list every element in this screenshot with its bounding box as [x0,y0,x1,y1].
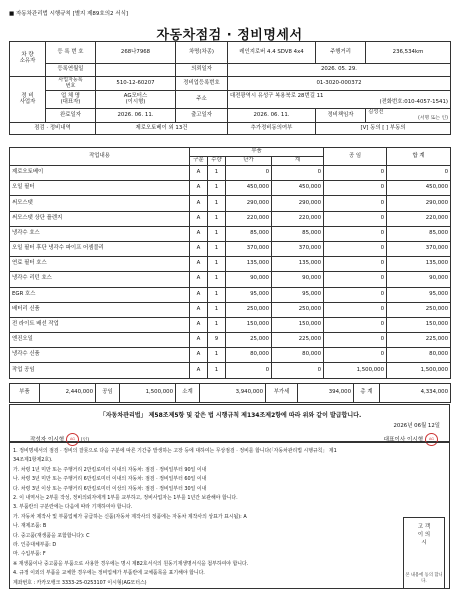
item-amount: 95,000 [272,287,324,302]
item-amount: 450,000 [272,181,324,196]
item-name: 냉각수 호스 [10,226,190,241]
item-qty: 1 [208,166,226,181]
item-kind: A [190,196,208,211]
item-kind: A [190,363,208,378]
reg-no-label: 등 록 번 호 [46,42,96,64]
item-amount: 0 [272,166,324,181]
address-label: 주소 [176,91,228,109]
writer-stamp-note: (인) [80,438,90,443]
item-total: 450,000 [387,181,451,196]
item-qty: 1 [208,257,226,272]
item-qty: 1 [208,181,226,196]
item-name: 냉각수 리턴 호스 [10,272,190,287]
col-price: 단가 [226,157,272,166]
item-price: 90,000 [226,272,272,287]
item-kind: A [190,241,208,256]
subtotal-label: 소계 [176,384,200,403]
note-line: 다. 차령 3년 이상 또는 주행거리 6만킬로미터 이상의 자동차: 점검 · 정비일부터 30일 이내 [13,485,207,492]
phone: (전화번호:010-4057-1541) [379,98,448,105]
item-price: 135,000 [226,257,272,272]
item-labor: 0 [324,241,387,256]
item-kind: A [190,272,208,287]
item-amount: 0 [272,363,324,378]
manager-label: 정비책임자 [316,109,366,123]
reg-no: 268나7968 [96,42,176,64]
consent-note: 본 내용에 동의 합니다. [405,573,443,584]
item-total: 370,000 [387,241,451,256]
customer-consent-box [403,517,445,589]
table-row [10,363,451,378]
table-row [10,166,451,181]
item-labor: 0 [324,302,387,317]
note-line: 가. 차령 1년 미만 또는 주행거리 2만킬로미터 이내의 자동차: 점검 · 정비일부터 90일 이내 [13,466,207,473]
col-qty: 수량 [208,157,226,166]
item-amount: 225,000 [272,333,324,348]
parts-total: 2,440,000 [40,384,96,403]
item-kind: A [190,287,208,302]
note-line: 라. 인증대체부품: D [13,542,57,548]
note-line: 가. 자동차 제작사 및 부품업체가 공급하는 신품(자동차 제작사의 정품에는 자동차 제작사의 상표가 표시됨): A [13,513,247,520]
item-price: 250,000 [226,302,272,317]
manager: 김성진 [368,108,384,115]
repair-no: 01-3020-000372 [228,77,451,91]
document-title: 자동차점검 · 정비명세서 [156,28,303,43]
note-line: 나. 차령 3년 미만 또는 주행거리 6만킬로미터 이내의 자동차: 점검 · 정비일부터 60일 이내 [13,476,207,483]
col-work: 작업내용 [10,148,190,166]
table-row [10,181,451,196]
item-labor: 0 [324,166,387,181]
table-row [10,226,451,241]
item-qty: 1 [208,302,226,317]
grand-total: 4,334,000 [380,384,451,403]
reg-year [96,64,176,77]
item-price: 0 [226,166,272,181]
address-cell [228,91,451,109]
table-row [10,302,451,317]
manager-cell [366,109,451,123]
item-total: 150,000 [387,317,451,332]
item-total: 220,000 [387,211,451,226]
item-price: 370,000 [226,241,272,256]
item-total: 90,000 [387,272,451,287]
item-name: 써모스탯 상단 플렌지 [10,211,190,226]
labor-total-label: 공임 [96,384,120,403]
item-labor: 0 [324,272,387,287]
col-labor: 공 임 [324,148,387,166]
item-kind: A [190,333,208,348]
item-total: 0 [387,166,451,181]
grand-total-label: 총 계 [354,384,380,403]
item-name: 작업 공임 [10,363,190,378]
request-date: 2026. 05. 29. [228,64,451,77]
item-labor: 0 [324,333,387,348]
item-price: 450,000 [226,181,272,196]
item-price: 80,000 [226,348,272,363]
totals-table [9,383,451,403]
item-price: 290,000 [226,196,272,211]
form-reference: ■ 자동차관리법 시행규칙 [별지 제89호의2 서식] [9,11,129,17]
table-row [10,241,451,256]
model-label: 차명(차종) [176,42,228,64]
item-amount: 80,000 [272,348,324,363]
request-date-label: 의뢰일자 [176,64,228,77]
item-name: 배터리 신품 [10,302,190,317]
item-total: 95,000 [387,287,451,302]
company-label: 업 체 명 (대표자) [46,91,96,109]
item-labor: 0 [324,196,387,211]
item-amount: 85,000 [272,226,324,241]
item-qty: 1 [208,211,226,226]
item-name: 써모스탯 [10,196,190,211]
item-price: 220,000 [226,211,272,226]
table-row [10,348,451,363]
note-line: 나. 재제조품: B [13,523,47,530]
item-kind: A [190,166,208,181]
seal-stamp-icon: AG [425,433,438,446]
item-labor: 0 [324,317,387,332]
parts-total-label: 부품 [10,384,40,403]
item-name: 오일 필터 [10,181,190,196]
table-row [10,196,451,211]
item-price: 150,000 [226,317,272,332]
item-qty: 1 [208,348,226,363]
mileage: 236,534km [366,42,451,64]
release-date-label: 출고일자 [176,109,228,123]
biz-no-label: 사업자등록 번호 [46,77,96,91]
item-total: 80,000 [387,348,451,363]
item-labor: 0 [324,181,387,196]
biz-no: 510-12-60207 [96,77,176,91]
release-date: 2026. 06. 11. [228,109,316,123]
item-name: 연료 필터 호스 [10,257,190,272]
note-line: 마. 수입부품: F [13,551,46,558]
table-row [10,257,451,272]
item-name: 제로오토베이 [10,166,190,181]
item-qty: 1 [208,317,226,332]
item-price: 95,000 [226,287,272,302]
item-total: 1,500,000 [387,363,451,378]
col-parts: 부품 [190,148,324,157]
note-line: 다. 중고품(재생품을 포함합니다): C [13,532,90,539]
note-line: 34조제1항제2호). [13,457,53,464]
note-line: 계좌번호 : 카카오뱅크 3333-25-0253107 이시형(AG모터스) [13,579,147,586]
item-total: 250,000 [387,302,451,317]
consent-label: 고 객 이 의 시 [417,524,431,546]
labor-total: 1,500,000 [120,384,176,403]
note-line: 2. 이 내역서는 2부를 작성, 정비의뢰자에게 1부를 교부하고, 정비사업자는 1부를 1년간 보관해야 합니다. [13,495,238,501]
complete-date: 2026. 06. 11. [96,109,176,123]
company: AG모터스 (이시형) [96,91,176,109]
table-row [10,272,451,287]
inspection-label: 점검 · 정비내역 [10,123,96,135]
col-kind: 구분 [190,157,208,166]
item-qty: 9 [208,333,226,348]
writer: 작성자 이시형 [30,437,65,443]
table-row [10,287,451,302]
item-name: 엔진오일 [10,333,190,348]
item-price: 85,000 [226,226,272,241]
item-qty: 1 [208,196,226,211]
item-kind: A [190,181,208,196]
item-qty: 1 [208,272,226,287]
item-price: 25,000 [226,333,272,348]
shop-section-label: 정 비 사업자 [10,77,46,123]
item-name: 전 라이트 배선 작업 [10,317,190,332]
item-qty: 1 [208,363,226,378]
complete-date-label: 완료일자 [46,109,96,123]
table-row [10,317,451,332]
item-amount: 370,000 [272,241,324,256]
col-amount: 계 [272,157,324,166]
item-kind: A [190,226,208,241]
item-name: EGR 호스 [10,287,190,302]
mileage-label: 주행거리 [316,42,366,64]
info-table [9,41,451,135]
note-line: 4. 규정 이외의 부품을 교체한 경우에는 정비업체가 부품란에 교체품목을 표기해야 합니다. [13,570,205,577]
item-qty: 1 [208,241,226,256]
item-amount: 250,000 [272,302,324,317]
item-total: 290,000 [387,196,451,211]
vehicle-section-label: 차 량 소유자 [10,42,46,77]
item-amount: 150,000 [272,317,324,332]
vat: 394,000 [298,384,354,403]
notes-box [9,442,450,589]
item-amount: 220,000 [272,211,324,226]
item-qty: 1 [208,287,226,302]
items-table [9,147,451,379]
item-labor: 0 [324,211,387,226]
extra-consent-value: [V] 동의 [ ] 부동의 [316,123,451,135]
table-row [10,333,451,348]
issue-date: 2026년 06월 12일 [393,423,440,429]
address: 대전광역시 유성구 복용북로 28번길 11 [230,92,324,99]
item-kind: A [190,257,208,272]
item-amount: 135,000 [272,257,324,272]
item-kind: A [190,348,208,363]
item-labor: 0 [324,348,387,363]
item-name: 오일 필터 후단 냉각수 파이프 어셈블리 [10,241,190,256]
note-line: ※ 재생품이나 중고품을 부품으로 사용한 경우에는 명시 제82호서식의 원동기재생명서식을 첨부하여야 합니다. [13,560,249,567]
item-kind: A [190,302,208,317]
inspection-value: 제로오토베이 외 13건 [96,123,228,135]
note-line: 3. 부품란의 구분란에는 다음에 따라 기재하여야 합니다. [13,504,133,511]
item-labor: 0 [324,226,387,241]
extra-consent-label: 추가정비동의여부 [228,123,316,135]
seal-stamp-icon: AG [66,433,79,446]
item-kind: A [190,211,208,226]
sign-note: (서명 또는 인) [418,115,448,121]
item-qty: 1 [208,226,226,241]
item-total: 225,000 [387,333,451,348]
repair-no-label: 정비업등록번호 [176,77,228,91]
item-labor: 0 [324,257,387,272]
table-row [10,211,451,226]
item-total: 135,000 [387,257,451,272]
item-labor: 0 [324,287,387,302]
item-amount: 90,000 [272,272,324,287]
declaration-text: 「자동차관리법」 제58조제5항 및 같은 법 시행규칙 제134조제2항에 따라 위와 같이 발급합니다. [99,412,362,419]
reg-year-label: 등록연월일 [46,64,96,77]
item-amount: 290,000 [272,196,324,211]
vat-label: 부가세 [266,384,298,403]
ceo: 대표이사 이시형 [383,437,424,443]
declaration-box [9,404,450,442]
item-name: 냉각수 신품 [10,348,190,363]
item-labor: 1,500,000 [324,363,387,378]
col-total: 합 계 [387,148,451,166]
item-kind: A [190,317,208,332]
item-total: 85,000 [387,226,451,241]
model: 레인지로버 4.4 SDV8 4x4 [228,42,316,64]
item-price: 0 [226,363,272,378]
note-line: 1. 정비명세서의 점검 · 정비의 잘못으로 다음 구분에 따른 기간중 발생하는 고장 등에 대하여는 무상점검 · 정비를 합니다(「자동차관리법 시행규칙」 제1 [13,448,337,454]
subtotal: 3,940,000 [200,384,266,403]
